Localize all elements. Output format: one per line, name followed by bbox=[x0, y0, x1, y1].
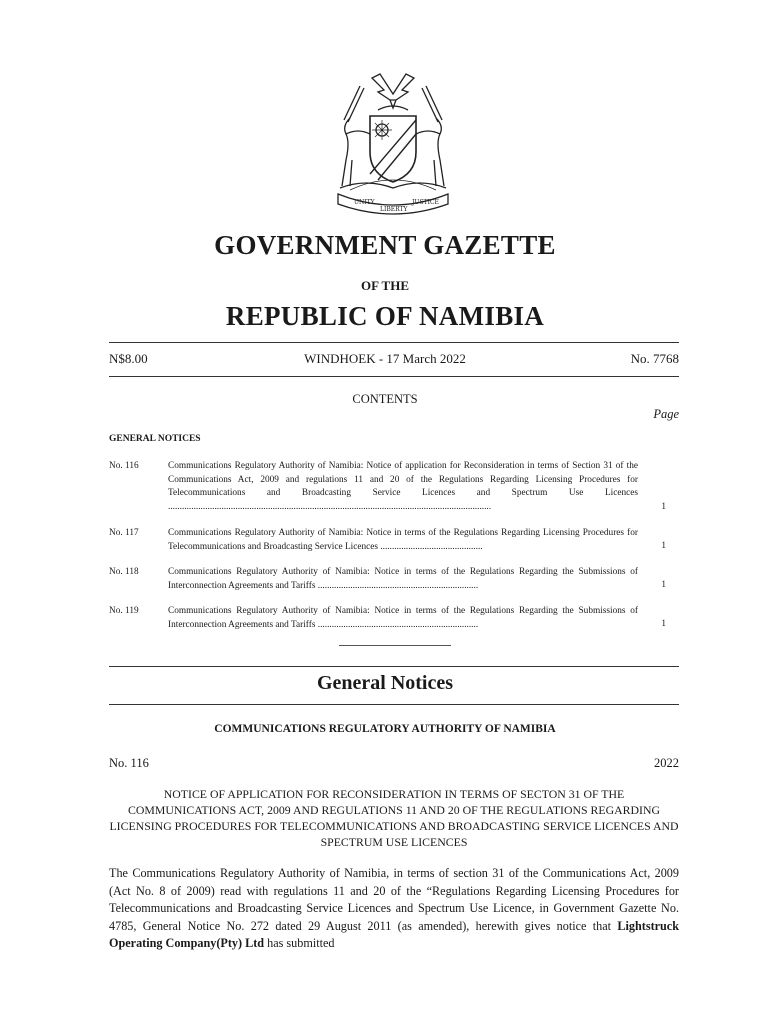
toc-entry bbox=[109, 460, 679, 516]
toc-entry-text: Communications Regulatory Authority of Namibia: Notice in terms of the Regulations Regarding Licensing Procedures for Telecommunications and Broadcasting Service Licences ............................................ bbox=[168, 528, 638, 552]
motto-justice: JUSTICE bbox=[412, 199, 439, 206]
contents-heading: CONTENTS bbox=[352, 392, 418, 406]
toc-section-heading: GENERAL NOTICES bbox=[109, 434, 201, 444]
header-rule-bottom bbox=[109, 376, 679, 377]
toc-entry-number: No. 118 bbox=[109, 567, 139, 577]
toc-entry-text: Communications Regulatory Authority of Namibia: Notice in terms of the Regulations Regarding the Submissions of Interconnection Agreements and Tariffs ..................................................................... bbox=[168, 567, 638, 591]
contents-end-divider bbox=[339, 645, 451, 646]
coat-of-arms-icon bbox=[320, 64, 466, 216]
issue-place-date: WINDHOEK - 17 March 2022 bbox=[304, 351, 466, 366]
section-rule-bottom bbox=[109, 704, 679, 705]
toc-entry-page: 1 bbox=[661, 502, 666, 512]
toc-entry-text: Communications Regulatory Authority of Namibia: Notice of application for Reconsideration in terms of Section 31 of the Communications Act, 2009 and regulations 11 and 20 of the Regulations Regarding Licensing Procedures for Telecommunications and Broadcasting Service Licences and Spectrum Use Licences ........................................................................................................................................... bbox=[168, 461, 638, 512]
notice-title: NOTICE OF APPLICATION FOR RECONSIDERATION IN TERMS OF SECTON 31 OF THE COMMUNICATIONS ACT, 2009 AND REGULATIONS 11 AND 20 OF THE REGULATIONS REGARDING LICENSING PROCEDURES FOR TELECOMMUNICATIONS AND BROADCASTING SERVICE LICENCES AND SPECTRUM USE LICENCES bbox=[109, 787, 679, 849]
notice-year: 2022 bbox=[654, 756, 679, 770]
toc-entry-page: 1 bbox=[661, 619, 666, 629]
motto-liberty: LIBERTY bbox=[380, 206, 408, 213]
toc-entry bbox=[109, 566, 679, 594]
notice-body-text: The Communications Regulatory Authority of Namibia, in terms of section 31 of the Communications Act, 2009 (Act No. 8 of 2009) read with regulations 11 and 20 of the “Regulations Regarding Licensing Procedures for Telecommunications and Broadcasting Service Licences and Spectrum Use Licence, in Government Gazette No. 4785, General Notice No. 272 dated 29 August 2011 (as amended), herewith gives notice that bbox=[109, 866, 679, 933]
motto-unity: UNITY bbox=[354, 199, 375, 206]
of-the-label: OF THE bbox=[360, 278, 410, 293]
toc-entry-text: Communications Regulatory Authority of Namibia: Notice in terms of the Regulations Regarding the Submissions of Interconnection Agreements and Tariffs ..................................................................... bbox=[168, 606, 638, 630]
applicant-name: Lightstruck Operating Company(Pty) Ltd bbox=[109, 918, 679, 951]
toc-entry-page: 1 bbox=[661, 541, 666, 551]
republic-title: REPUBLIC OF NAMIBIA bbox=[225, 301, 545, 331]
authority-heading: COMMUNICATIONS REGULATORY AUTHORITY OF NAMIBIA bbox=[214, 723, 556, 735]
issue-number: No. 7768 bbox=[630, 351, 679, 366]
toc-entry-page: 1 bbox=[661, 580, 666, 590]
gazette-title: GOVERNMENT GAZETTE bbox=[214, 230, 556, 260]
toc-entry-number: No. 119 bbox=[109, 606, 139, 616]
toc-entry bbox=[109, 527, 679, 555]
section-rule-top bbox=[109, 666, 679, 667]
notice-body bbox=[109, 865, 679, 953]
toc-entry bbox=[109, 605, 679, 633]
toc-entry-number: No. 117 bbox=[109, 528, 139, 538]
toc-entry-number: No. 116 bbox=[109, 461, 139, 471]
header-rule-top bbox=[109, 342, 679, 343]
general-notices-heading: General Notices bbox=[316, 672, 454, 694]
notice-number: No. 116 bbox=[109, 756, 149, 770]
notice-body-continued: has submitted bbox=[264, 936, 335, 951]
issue-price: N$8.00 bbox=[109, 351, 148, 366]
page-column-label: Page bbox=[653, 407, 679, 421]
